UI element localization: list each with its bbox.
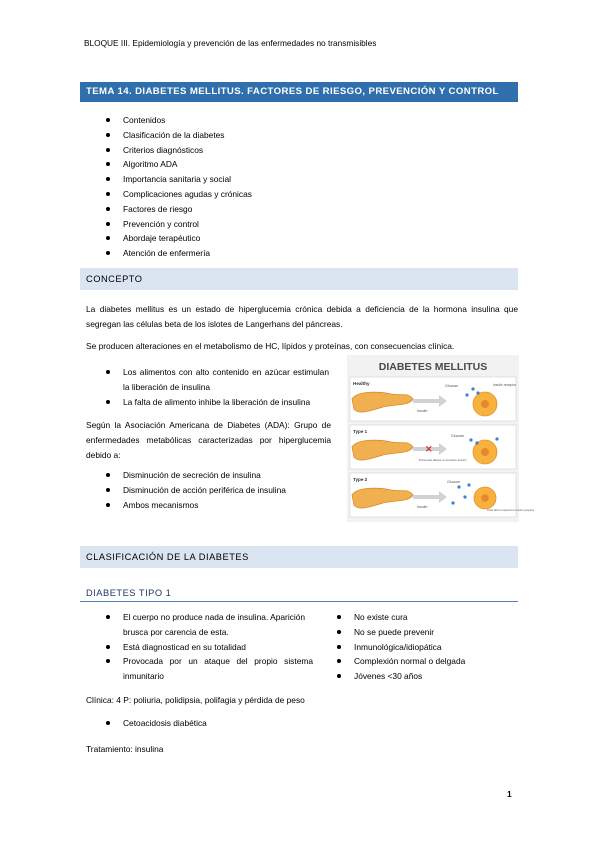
figure-title: DIABETES MELLITUS (378, 361, 488, 373)
glucose-dot-icon (463, 495, 466, 498)
list-item: Complicaciones agudas y crónicas (123, 187, 252, 202)
glucose-dot-icon (465, 393, 468, 396)
list-item: Provocada por un ataque del propio sistema inmunitario (123, 654, 313, 684)
glucose-dot-icon (495, 437, 498, 440)
ada-definition: Según la Asociación Americana de Diabetes (ADA): Grupo de enfermedades metabólicas caracterizadas por hiperglucemia debido a: (86, 420, 331, 460)
page-number: 1 (507, 789, 512, 799)
list-item: Complexión normal o delgada (354, 654, 514, 669)
concepto-paragraph-2: Se producen alteraciones en el metabolismo de HC, lípidos y proteínas, con consecuencias clínica. (86, 341, 455, 351)
clinica-paragraph: Clínica: 4 P: poliuria, polidipsia, polifagia y pérdida de peso (86, 695, 305, 705)
list-item: Ambos mecanismos (123, 498, 343, 513)
diabetes-illustration-svg (347, 355, 535, 522)
list-item: La falta de alimento inhibe la liberación de insulina (123, 395, 329, 410)
row-label: Healthy (353, 381, 370, 386)
tipo1-right-list (354, 610, 514, 684)
glucose-dot-icon (469, 438, 472, 441)
cell-nucleus-icon (481, 494, 489, 502)
clasificacion-heading: CLASIFICACIÓN DE LA DIABETES (80, 546, 518, 568)
glucose-dot-icon (467, 483, 470, 486)
list-item: Está diagnosticad en su totalidad (123, 640, 313, 655)
row-label: Type 1 (353, 429, 368, 434)
list-item: Criterios diagnósticos (123, 143, 252, 158)
list-item: Prevención y control (123, 217, 252, 232)
tipo1-heading: DIABETES TIPO 1 (80, 584, 518, 602)
topic-title-bar: TEMA 14. DIABETES MELLITUS. FACTORES DE RIESGO, PREVENCIÓN Y CONTROL (80, 82, 518, 102)
cell-nucleus-icon (481, 400, 489, 408)
glucose-dot-icon (476, 391, 479, 394)
list-item: Disminución de acción periférica de insulina (123, 483, 343, 498)
cross-icon: ✕ (425, 444, 433, 454)
glucose-dot-icon (451, 501, 454, 504)
list-item: Inmunológica/idiopática (354, 640, 514, 655)
figure-row-type1 (350, 425, 516, 469)
list-item: Abordaje terapéutico (123, 231, 252, 246)
glucose-dot-icon (471, 387, 474, 390)
clinica-list (123, 716, 323, 731)
list-item: Factores de riesgo (123, 202, 252, 217)
glucose-dot-icon (457, 485, 460, 488)
glucose-label: Glucose (445, 384, 459, 388)
row-label: Type 2 (353, 477, 368, 482)
concepto-heading: CONCEPTO (80, 268, 518, 290)
glucose-dot-icon (475, 441, 478, 444)
list-item: Clasificación de la diabetes (123, 128, 252, 143)
cell-nucleus-icon (481, 448, 489, 456)
list-item: No se puede prevenir (354, 625, 514, 640)
list-item: No existe cura (354, 610, 514, 625)
ada-causes-list (123, 468, 343, 512)
tratamiento-paragraph: Tratamiento: insulina (86, 744, 164, 754)
glucose-label: Glucose (451, 434, 465, 438)
list-item: Disminución de secreción de insulina (123, 468, 343, 483)
list-item: Jóvenes <30 años (354, 669, 514, 684)
figure-row-type2 (350, 473, 535, 517)
receptor-label: Insulin receptor (493, 383, 517, 387)
note-label: Pancreas failure to produce insulin (419, 458, 467, 462)
list-item: Importancia sanitaria y social (123, 172, 252, 187)
tipo1-left-list (123, 610, 313, 684)
diabetes-mellitus-illustration (347, 355, 535, 522)
figure-row-healthy (350, 377, 517, 421)
list-item: El cuerpo no produce nada de insulina. Aparición brusca por carencia de esta. (123, 610, 313, 640)
note-label: Cells fail to respond to insulin properly (487, 508, 535, 512)
insulin-label: Insulin (417, 409, 428, 413)
list-item: Algoritmo ADA (123, 157, 252, 172)
insulin-stimulus-list (123, 365, 329, 409)
running-header: BLOQUE III. Epidemiología y prevención de las enfermedades no transmisibles (84, 38, 377, 48)
glucose-label: Glucose (447, 480, 461, 484)
list-item: Los alimentos con alto contenido en azúcar estimulan la liberación de insulina (123, 365, 329, 395)
concepto-paragraph-1: La diabetes mellitus es un estado de hiperglucemia crónica debida a deficiencia de la hormona insulina que segregan las células beta de los islotes de Langerhans del páncreas. (86, 304, 518, 329)
list-item: Cetoacidosis diabética (123, 716, 323, 731)
list-item: Atención de enfermería (123, 246, 252, 261)
list-item: Contenidos (123, 113, 252, 128)
contents-list (123, 113, 252, 261)
insulin-label: Insulin (417, 505, 428, 509)
